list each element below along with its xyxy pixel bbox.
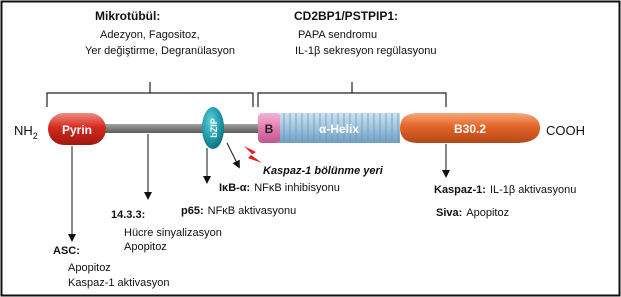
cleavage-label: Kaspaz-1 bölünme yeri [263,165,383,177]
p1433-line-1: Hücre sinyalizasyon [124,227,222,239]
bzip-label: bZIP [209,118,219,138]
asc-line-1: Apopitoz [68,262,111,274]
cd2bp1-line-2: IL-1β sekresyon regülasyonu [295,45,437,57]
n-terminus-label: $NH_2$ [14,123,38,141]
b302-label: B30.2 [453,122,487,136]
p65-text: p65: NFκB aktivasyonu [181,205,297,217]
kaspaz1-annotation [434,184,576,196]
cd2bp1-line-1: PAPA sendromu [298,29,378,41]
cd2bp1-title: CD2BP1/PSTPIP1: [294,9,399,23]
asc-title: ASC: [53,245,80,257]
p1433-line-2: Apopitoz [124,241,167,253]
kaspaz1-text: Kaspaz-1: IL-1β aktivasyonu [434,184,577,196]
ikba-text: IκB-α: NFκB inhibisyonu [219,182,340,194]
p1433-title: 14.3.3: [111,209,146,221]
protein-backbone [100,124,260,133]
siva-text: Siva: Apopitoz [436,207,510,219]
asc-line-2: Kaspaz-1 aktivasyon [68,277,170,289]
c-terminus-label: COOH [546,123,585,138]
b-box-label: B [264,122,274,136]
helix-label: α-Helix [318,122,360,136]
mikrotubul-line-2: Yer değiştirme, Degranülasyon [85,45,236,57]
pyrin-label: Pyrin [61,123,93,137]
p65-annotation [181,205,296,217]
siva-annotation [436,207,509,219]
mikrotubul-title: Mikrotübül: [95,9,161,23]
ikba-annotation [219,182,340,194]
mikrotubul-line-1: Adezyon, Fagositoz, [100,29,200,41]
